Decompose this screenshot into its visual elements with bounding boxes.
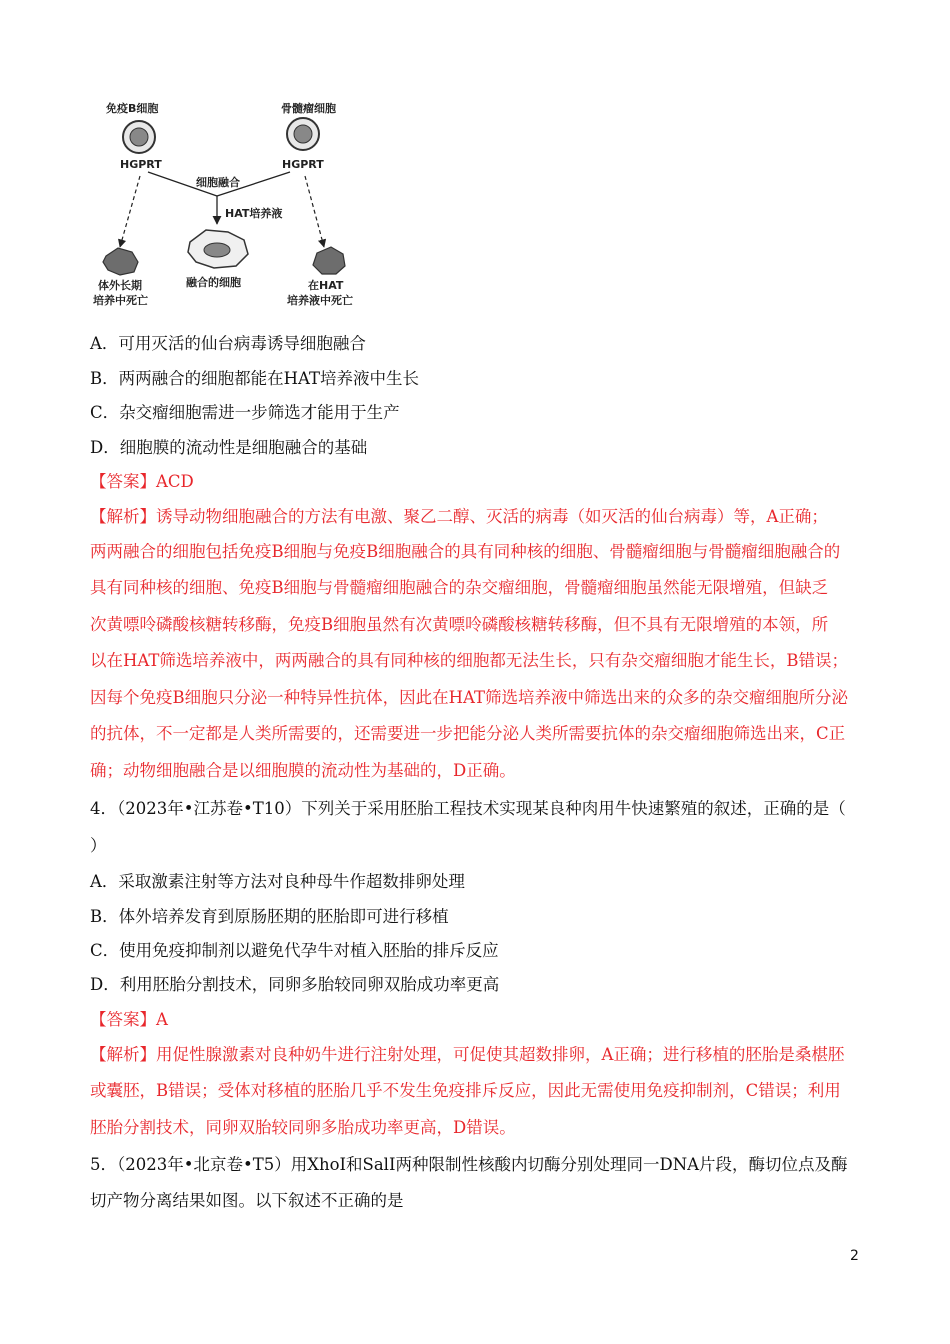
q3-analysis-line-6: 因每个免疫B细胞只分泌一种特异性抗体，因此在HAT筛选培养液中筛选出来的众多的杂交瘤细胞所分泌 <box>90 688 849 707</box>
left-dashed-arrow <box>120 176 140 247</box>
q3-answer <box>90 471 194 493</box>
right-result-line1: 在HAT <box>308 279 344 292</box>
fused-cell-icon <box>188 230 248 268</box>
q3-analysis-text-1: 诱导动物细胞融合的方法有电激、聚乙二醇、灭活的病毒（如灭活的仙台病毒）等，A正确； <box>156 507 828 526</box>
q4-answer-tag: 【答案】 <box>90 1010 156 1029</box>
myeloma-label: 骨髓瘤细胞 <box>281 102 336 115</box>
left-result-line1: 体外长期 <box>98 279 142 292</box>
q3-analysis-line-2: 两两融合的细胞包括免疫B细胞与免疫B细胞融合的具有同种核的细胞、骨髓瘤细胞与骨髓瘤细胞融合的 <box>90 542 841 561</box>
q3-answer-tag: 【答案】 <box>90 472 156 491</box>
q4-analysis-line-1 <box>90 1044 844 1066</box>
q5-stem-line-2: 切产物分离结果如图。以下叙述不正确的是 <box>90 1191 404 1210</box>
hgprt-left-label: HGPRT <box>120 158 162 171</box>
q3-answer-value: ACD <box>156 472 194 491</box>
right-result-line2: 培养液中死亡 <box>287 294 353 307</box>
q3-analysis-tag: 【解析】 <box>90 507 156 526</box>
hat-label: HAT培养液 <box>225 207 283 220</box>
myeloma-cell-icon <box>287 118 319 150</box>
q4-stem-line-2: ） <box>90 836 107 855</box>
q4-option-a: A．采取激素注射等方法对良种母牛作超数排卵处理 <box>90 872 465 891</box>
page-number: 2 <box>850 1248 859 1264</box>
q3-analysis-line-4: 次黄嘌呤磷酸核糖转移酶，免疫B细胞虽然有次黄嘌呤磷酸核糖转移酶，但不具有无限增殖的本领，所 <box>90 615 829 634</box>
right-dashed-arrow <box>305 176 324 247</box>
q3-analysis-line-5: 以在HAT筛选培养液中，两两融合的具有同种核的细胞都无法生长，只有杂交瘤细胞才能生长，B错误； <box>90 651 849 670</box>
q5-stem-line-1: 5．（2023年•北京卷•T5）用XhoI和SalI两种限制性核酸内切酶分别处理同一DNA片段，酶切位点及酶 <box>90 1155 848 1174</box>
left-result-line2: 培养中死亡 <box>93 294 148 307</box>
q4-answer-value: A <box>156 1010 168 1029</box>
cell-fusion-diagram <box>90 92 380 314</box>
q3-option-b: B．两两融合的细胞都能在HAT培养液中生长 <box>90 369 420 388</box>
q4-stem-line-1: 4．（2023年•江苏卷•T10）下列关于采用胚胎工程技术实现某良种肉用牛快速繁殖的叙述，正确的是（ <box>90 799 846 818</box>
q4-option-b: B．体外培养发育到原肠胚期的胚胎即可进行移植 <box>90 907 449 926</box>
q4-analysis-text-1: 用促性腺激素对良种奶牛进行注射处理，可促使其超数排卵，A正确；进行移植的胚胎是桑椹胚 <box>156 1045 845 1064</box>
q4-option-d: D．利用胚胎分割技术，同卵多胎较同卵双胎成功率更高 <box>90 975 500 994</box>
q4-option-c: C．使用免疫抑制剂以避免代孕牛对植入胚胎的排斥反应 <box>90 941 499 960</box>
q3-analysis-line-1 <box>90 506 828 528</box>
b-cell-icon <box>123 121 155 153</box>
q4-analysis-line-3: 胚胎分割技术，同卵双胎较同卵多胎成功率更高，D错误。 <box>90 1118 516 1137</box>
q4-analysis-line-2: 或囊胚，B错误；受体对移植的胚胎几乎不发生免疫排斥反应，因此无需使用免疫抑制剂，C错误；利用 <box>90 1081 841 1100</box>
q4-analysis-tag: 【解析】 <box>90 1045 156 1064</box>
q4-answer <box>90 1009 168 1031</box>
q3-option-d: D．细胞膜的流动性是细胞融合的基础 <box>90 438 368 457</box>
q3-analysis-line-7: 的抗体，不一定都是人类所需要的，还需要进一步把能分泌人类所需要抗体的杂交瘤细胞筛选出来，C正 <box>90 724 846 743</box>
b-cell-label: 免疫B细胞 <box>106 102 159 115</box>
fusion-label: 细胞融合 <box>196 176 240 189</box>
dead-cell-left-icon <box>103 248 138 275</box>
q3-option-c: C．杂交瘤细胞需进一步筛选才能用于生产 <box>90 403 400 422</box>
center-result-label: 融合的细胞 <box>186 276 241 289</box>
hgprt-right-label: HGPRT <box>282 158 324 171</box>
q3-option-a: A．可用灭活的仙台病毒诱导细胞融合 <box>90 334 366 353</box>
dead-cell-right-icon <box>313 247 345 274</box>
q3-analysis-line-3: 具有同种核的细胞、免疫B细胞与骨髓瘤细胞融合的杂交瘤细胞，骨髓瘤细胞虽然能无限增殖，但缺乏 <box>90 578 829 597</box>
q3-analysis-line-8: 确；动物细胞融合是以细胞膜的流动性为基础的，D正确。 <box>90 761 516 780</box>
